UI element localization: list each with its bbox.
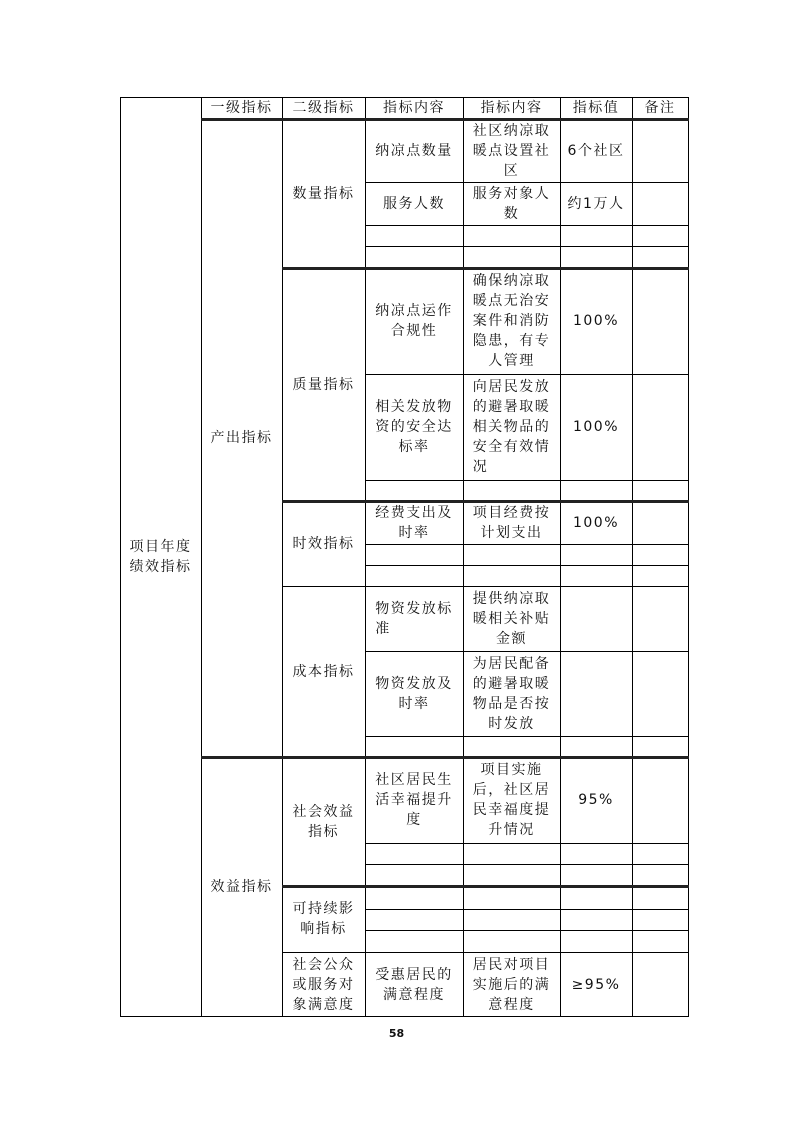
row7-detail: 为居民配备 的避暑取暖 物品是否按 时发放 — [472, 655, 551, 732]
level2-timeliness: 时效指标 — [292, 535, 355, 552]
header-value: 指标值 — [572, 100, 620, 116]
row3-value: 100% — [572, 313, 620, 329]
level2-sustainable: 可持续影 响指标 — [292, 901, 355, 937]
row9-detail: 居民对项目 实施后的满 意程度 — [472, 956, 551, 1013]
row9-value: ≥95% — [571, 976, 621, 993]
row4-value: 100% — [572, 419, 620, 435]
level2-cost: 成本指标 — [292, 663, 355, 680]
level2-quantity: 数量指标 — [292, 185, 355, 202]
row5-value: 100% — [572, 514, 620, 531]
level2-satisfaction: 社会公众 或服务对 象满意度 — [292, 956, 355, 1013]
row6-content: 物资发放标 准 — [375, 600, 453, 637]
row8-detail: 项目实施 后，社区居 民幸福度提 升情况 — [472, 762, 551, 838]
row2-content: 服务人数 — [383, 195, 445, 212]
row1-content: 纳凉点数量 — [375, 142, 453, 159]
header-remark: 备注 — [644, 100, 676, 116]
level1-benefit: 效益指标 — [210, 879, 273, 895]
row8-value: 95% — [578, 792, 614, 808]
row5-detail: 项目经费按 计划支出 — [472, 504, 551, 541]
row1-detail: 社区纳凉取 暖点设置社 区 — [472, 122, 551, 179]
row2-detail: 服务对象人 数 — [472, 185, 551, 222]
row8-content: 社区居民生 活幸福提升 度 — [375, 772, 453, 828]
header-content: 指标内容 — [383, 100, 445, 116]
header-level2: 二级指标 — [292, 100, 355, 116]
header-level1: 一级指标 — [210, 100, 273, 116]
row2-value: 约1万人 — [567, 195, 625, 212]
row9-content: 受惠居民的 满意程度 — [375, 966, 453, 1003]
row6-detail: 提供纳凉取 暖相关补贴 金额 — [472, 590, 551, 647]
row3-detail: 确保纳凉取 暖点无治安 案件和消防 隐患，有专 人管理 — [472, 273, 551, 369]
row3-content: 纳凉点运作 合规性 — [375, 303, 453, 339]
row7-content: 物资发放及 时率 — [375, 675, 453, 712]
row4-content: 相关发放物 资的安全达 标率 — [375, 399, 453, 455]
level2-quality: 质量指标 — [292, 376, 355, 393]
row4-detail: 向居民发放 的避暑取暖 相关物品的 安全有效情 况 — [472, 379, 551, 475]
row5-content: 经费支出及 时率 — [375, 504, 453, 541]
row1-value: 6个社区 — [567, 142, 625, 159]
header-content-detail: 指标内容 — [480, 100, 543, 116]
outer-label: 项目年度 绩效指标 — [129, 539, 192, 575]
level2-social-benefit: 社会效益 指标 — [292, 803, 355, 840]
page-number: 58 — [388, 1027, 405, 1040]
level1-output: 产出指标 — [210, 430, 273, 446]
